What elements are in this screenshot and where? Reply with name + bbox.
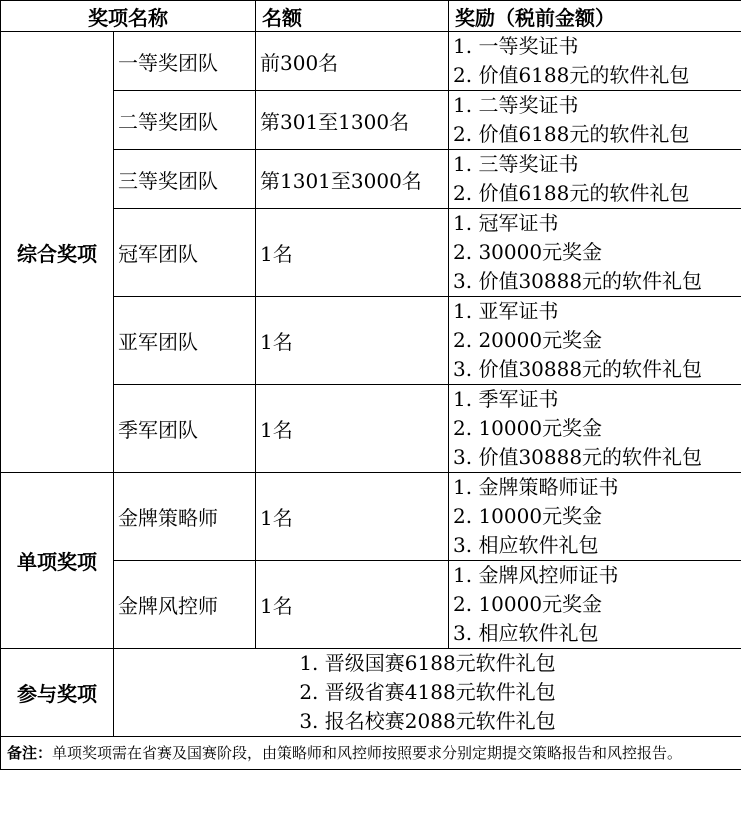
reward-line: 1. 金牌风控师证书 (453, 563, 619, 587)
reward-line: 2. 30000元奖金 (453, 240, 603, 264)
award-quota: 1名 (256, 473, 449, 561)
award-quota: 1名 (256, 385, 449, 473)
reward-line: 3. 价值30888元的软件礼包 (453, 269, 703, 293)
reward-line: 3. 相应软件礼包 (453, 621, 599, 645)
award-quota: 1名 (256, 209, 449, 297)
award-name: 冠军团队 (114, 209, 256, 297)
reward-line: 2. 价值6188元的软件礼包 (453, 122, 690, 146)
award-rewards (449, 297, 741, 385)
reward-line: 1. 三等奖证书 (453, 152, 579, 176)
note-text: 单项奖项需在省赛及国赛阶段，由策略师和风控师按照要求分别定期提交策略报告和风控报告。 (52, 744, 683, 762)
award-quota: 前300名 (256, 32, 449, 91)
note-label: 备注： (7, 744, 53, 762)
award-rewards (449, 561, 741, 649)
award-rewards (449, 209, 741, 297)
reward-line: 1. 亚军证书 (453, 299, 559, 323)
award-name: 二等奖团队 (114, 91, 256, 150)
reward-line: 2. 价值6188元的软件礼包 (453, 181, 690, 205)
reward-line: 1. 金牌策略师证书 (453, 475, 619, 499)
award-rewards (449, 150, 741, 209)
category-label: 综合奖项 (1, 32, 114, 473)
reward-line: 1. 晋级国赛6188元软件礼包 (299, 651, 556, 675)
note-row (1, 737, 741, 770)
award-name: 一等奖团队 (114, 32, 256, 91)
award-rewards (449, 91, 741, 150)
award-quota: 1名 (256, 297, 449, 385)
award-rewards (449, 385, 741, 473)
award-name: 金牌风控师 (114, 561, 256, 649)
table-body (1, 32, 741, 770)
reward-line: 2. 10000元奖金 (453, 504, 603, 528)
award-name: 亚军团队 (114, 297, 256, 385)
award-quota: 第1301至3000名 (256, 150, 449, 209)
award-row (1, 473, 741, 561)
header-quota: 名额 (256, 1, 449, 32)
header-reward: 奖励（税前金额） (449, 1, 741, 32)
reward-line: 3. 报名校赛2088元软件礼包 (299, 709, 556, 733)
participation-row (1, 649, 741, 737)
award-quota: 1名 (256, 561, 449, 649)
header-award-name: 奖项名称 (1, 1, 256, 32)
award-name: 金牌策略师 (114, 473, 256, 561)
note-cell (1, 737, 741, 770)
participation-rewards (114, 649, 741, 737)
award-row (1, 32, 741, 91)
award-quota: 第301至1300名 (256, 91, 449, 150)
reward-line: 2. 10000元奖金 (453, 416, 603, 440)
reward-line: 2. 价值6188元的软件礼包 (453, 63, 690, 87)
award-name: 三等奖团队 (114, 150, 256, 209)
category-label: 单项奖项 (1, 473, 114, 649)
header-row (1, 1, 741, 32)
reward-line: 1. 二等奖证书 (453, 93, 579, 117)
reward-line: 1. 一等奖证书 (453, 34, 579, 58)
reward-line: 2. 20000元奖金 (453, 328, 603, 352)
reward-line: 2. 10000元奖金 (453, 592, 603, 616)
award-rewards (449, 473, 741, 561)
award-rewards (449, 32, 741, 91)
reward-line: 1. 季军证书 (453, 387, 559, 411)
reward-line: 2. 晋级省赛4188元软件礼包 (299, 680, 556, 704)
category-label: 参与奖项 (1, 649, 114, 737)
reward-line: 1. 冠军证书 (453, 211, 559, 235)
reward-line: 3. 价值30888元的软件礼包 (453, 445, 703, 469)
reward-line: 3. 价值30888元的软件礼包 (453, 357, 703, 381)
reward-line: 3. 相应软件礼包 (453, 533, 599, 557)
award-name: 季军团队 (114, 385, 256, 473)
